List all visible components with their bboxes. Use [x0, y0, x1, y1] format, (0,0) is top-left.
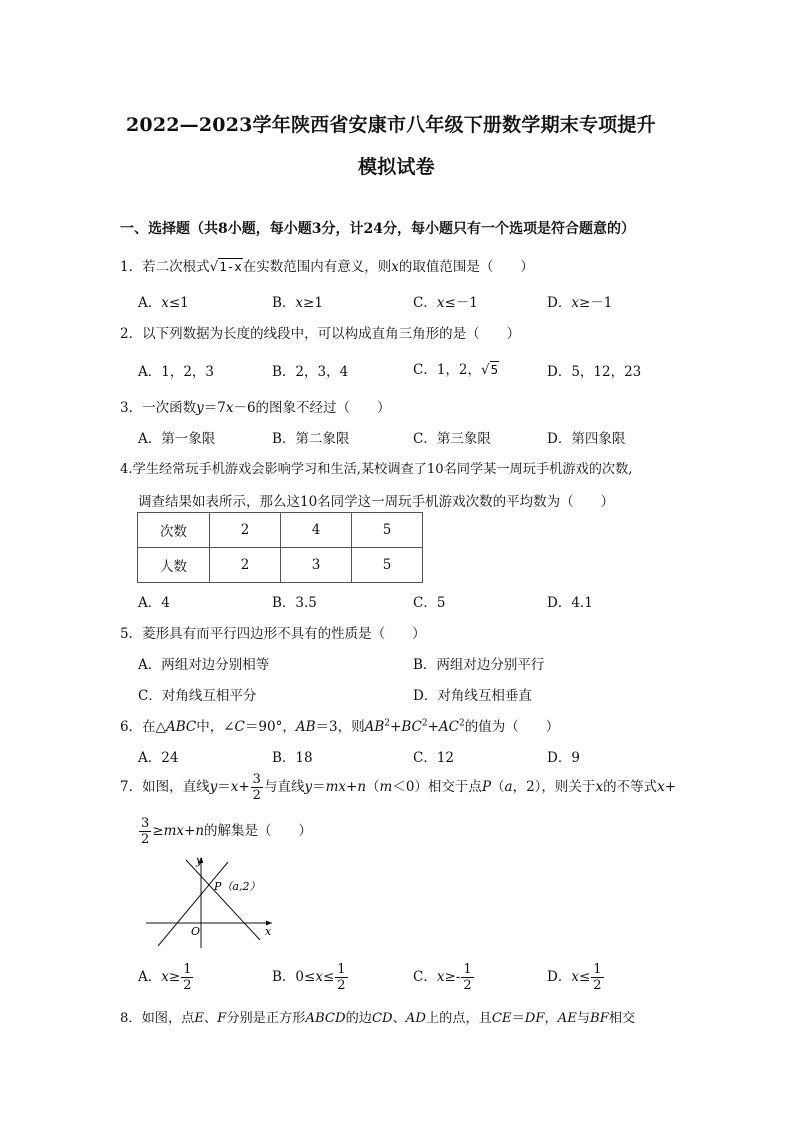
question-4-line2: 调查结果如表所示，那么这10名同学这一周玩手机游戏次数的平均数为（ ）	[138, 494, 615, 510]
q1-var: x	[391, 259, 399, 275]
q2-option-d[interactable]: D．5，12，23	[547, 364, 642, 380]
q3-option-a[interactable]: A．第一象限	[138, 431, 216, 447]
table-cell: 5	[352, 548, 423, 583]
q5-option-a[interactable]: A．两组对边分别相等	[138, 657, 270, 673]
q3-option-b[interactable]: B．第二象限	[272, 431, 350, 447]
q1-radicand: 1-x	[219, 259, 242, 274]
table-cell: 3	[281, 548, 352, 583]
q4-option-b[interactable]: B．3.5	[272, 595, 317, 611]
question-1	[120, 255, 534, 275]
question-4-line1: 4.学生经常玩手机游戏会影响学习和生活,某校调查了10名同学某一周玩手机游戏的次数,	[120, 462, 633, 477]
q3-option-c[interactable]: C．第三象限	[413, 431, 491, 447]
q7-option-b[interactable]: B．0≤x≤ $\frac{1}{2}$	[272, 962, 346, 993]
q4-table	[137, 512, 423, 583]
q7-graph	[140, 852, 280, 952]
q7-option-c[interactable]: C．x≥- $\frac{1}{2}$	[413, 962, 472, 993]
q6-option-a[interactable]: A．24	[138, 750, 179, 766]
y-axis-label: y	[196, 854, 203, 867]
page-title-line1: 2022—2023学年陕西省安康市八年级下册数学期末专项提升	[126, 114, 656, 136]
q3-option-d[interactable]: D．第四象限	[547, 431, 626, 447]
table-cell: 2	[210, 548, 281, 583]
q6-option-d[interactable]: D．9	[547, 750, 580, 766]
fraction: $\frac{3}{2}$	[252, 772, 261, 803]
question-2: 2．以下列数据为长度的线段中，可以构成直角三角形的是（ ）	[120, 326, 521, 342]
table-cell: 2	[210, 513, 281, 548]
section-heading: 一、选择题（共8小题，每小题3分，计24分，每小题只有一个选项是符合题意的）	[120, 221, 635, 237]
q1-option-d[interactable]: D．x≥－1	[547, 295, 613, 311]
q5-option-b[interactable]: B．两组对边分别平行	[413, 657, 545, 673]
q5-option-c[interactable]: C．对角线互相平分	[138, 688, 257, 704]
point-p-label: P（a,2）	[214, 880, 261, 893]
q1-pre: 1．若二次根式	[120, 259, 210, 275]
question-5: 5．菱形具有而平行四边形不具有的性质是（ ）	[120, 626, 426, 642]
q2-option-c[interactable]: C．1，2，√5	[413, 362, 499, 378]
table-cell: 次数	[138, 513, 210, 548]
x-axis-label: x	[265, 925, 272, 938]
question-3: 3．一次函数y＝7x－6的图象不经过（ ）	[120, 400, 391, 416]
q1-mid: 在实数范围内有意义，则	[242, 259, 392, 275]
q1-option-c[interactable]: C．x≤－1	[413, 295, 478, 311]
q4-option-d[interactable]: D．4.1	[547, 595, 593, 611]
q1-sqrt: √1-x	[209, 259, 242, 275]
q7-option-d[interactable]: D．x≤ $\frac{1}{2}$	[547, 962, 602, 993]
question-6: 6．在△ABC中，∠C＝90°，AB＝3，则$AB^2+BC^2+AC^2$的值为（ ）	[120, 718, 560, 735]
table-cell: 5	[352, 513, 423, 548]
table-row	[138, 513, 423, 548]
q4-option-a[interactable]: A．4	[138, 595, 170, 611]
question-7-line1: 7．如图，直线y＝x+ $\frac{3}{2}$ 与直线y＝mx+n（m＜0）相交于点P（a，2），则关于x的不等式x+	[120, 772, 676, 803]
fraction: $\frac{3}{2}$	[141, 816, 150, 847]
q2-option-a[interactable]: A．1，2，3	[138, 364, 215, 380]
origin-label: O	[191, 925, 201, 938]
q7-option-a[interactable]: A．x≥ $\frac{1}{2}$	[138, 962, 192, 993]
q1-post: 的取值范围是（ ）	[398, 259, 534, 275]
table-cell: 4	[281, 513, 352, 548]
q1-option-a[interactable]: A．x≤1	[138, 295, 189, 311]
q2-option-b[interactable]: B．2，3，4	[272, 364, 349, 380]
question-8: 8．如图，点E、F分别是正方形ABCD的边CD、AD上的点，且CE＝DF，AE与BF相交	[120, 1011, 636, 1026]
table-cell: 人数	[138, 548, 210, 583]
q6-option-c[interactable]: C．12	[413, 750, 455, 766]
q5-option-d[interactable]: D．对角线互相垂直	[413, 688, 532, 704]
page-title-line2: 模拟试卷	[358, 156, 435, 178]
q6-option-b[interactable]: B．18	[272, 750, 313, 766]
q1-option-b[interactable]: B．x≥1	[272, 295, 323, 311]
question-7-line2: $\frac{3}{2}$ ≥mx+n的解集是（ ）	[141, 816, 313, 847]
q4-option-c[interactable]: C．5	[413, 595, 446, 611]
table-row	[138, 548, 423, 583]
